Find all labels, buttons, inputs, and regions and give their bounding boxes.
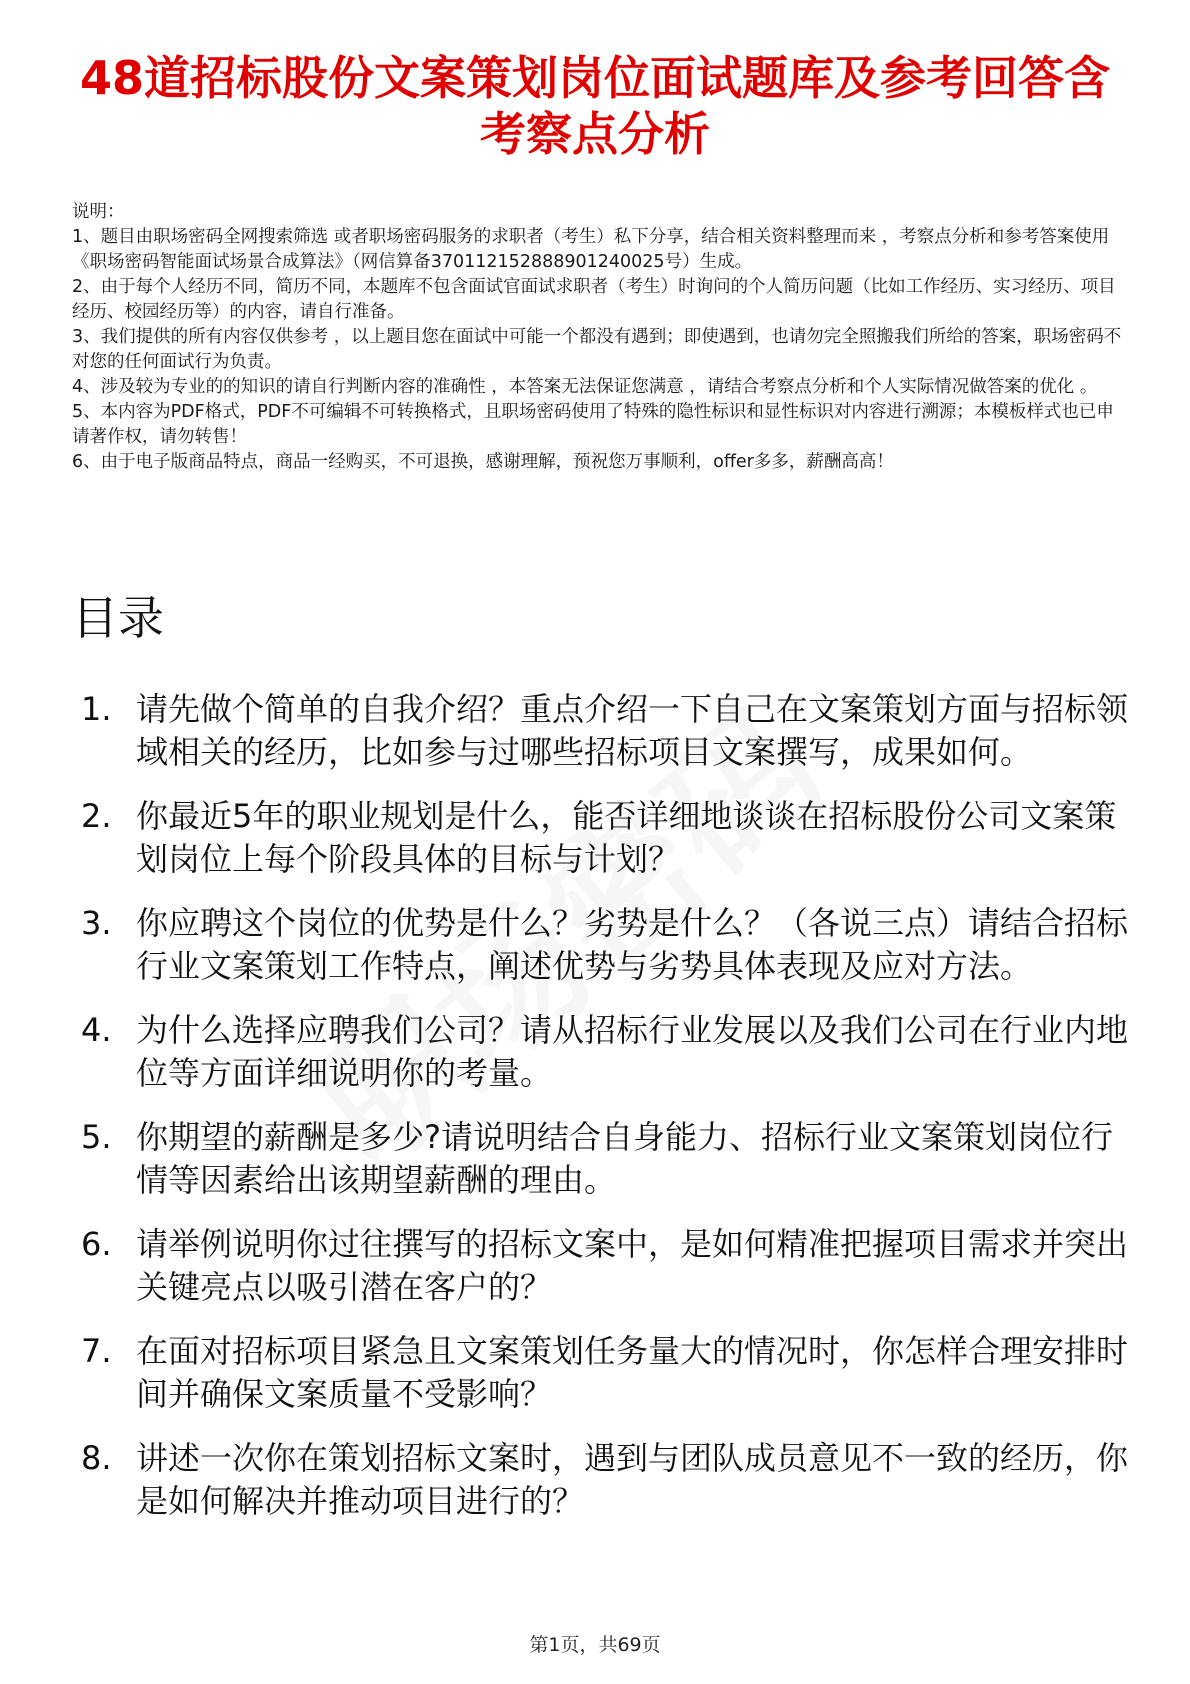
toc-item[interactable] xyxy=(72,1437,1132,1523)
page-footer: 第1页，共69页 xyxy=(529,1634,661,1656)
note-item: 2、由于每个人经历不同，简历不同，本题库不包含面试官面试求职者（考生）时询问的个人简历问题（比如工作经历、实习经历、项目经历、校园经历等）的内容，请自行准备。 xyxy=(72,277,1116,322)
toc-item[interactable] xyxy=(72,1330,1132,1416)
toc-list xyxy=(72,688,1132,1544)
document-title: 48道招标股份文案策划岗位面试题库及参考回答含考察点分析 xyxy=(79,51,1110,161)
notes-heading: 说明： xyxy=(72,202,125,222)
toc-item[interactable] xyxy=(72,688,1132,774)
toc-item-number: 2. xyxy=(81,797,112,835)
toc-item-number: 6. xyxy=(81,1225,112,1263)
toc-item-text: 请先做个简单的自我介绍？重点介绍一下自己在文案策划方面与招标领域相关的经历，比如参与过哪些招标项目文案撰写，成果如何。 xyxy=(136,690,1129,771)
toc-item[interactable] xyxy=(72,902,1132,988)
toc-item-text: 你期望的薪酬是多少?请说明结合自身能力、招标行业文案策划岗位行情等因素给出该期望薪酬的理由。 xyxy=(136,1118,1113,1199)
toc-item-text: 讲述一次你在策划招标文案时，遇到与团队成员意见不一致的经历，你是如何解决并推动项目进行的？ xyxy=(136,1439,1129,1520)
note-item: 4、涉及较为专业的的知识的请自行判断内容的准确性 ，本答案无法保证您满意 ，请结合考察点分析和个人实际情况做答案的优化 。 xyxy=(72,377,1098,397)
toc-item[interactable] xyxy=(72,1116,1132,1202)
toc-item-number: 4. xyxy=(81,1011,112,1049)
toc-item-text: 你最近5年的职业规划是什么，能否详细地谈谈在招标股份公司文案策划岗位上每个阶段具体的目标与计划？ xyxy=(136,797,1117,878)
note-item: 5、本内容为PDF格式，PDF不可编辑不可转换格式，且职场密码使用了特殊的隐性标识和显性标识对内容进行溯源；本模板样式也已申请著作权，请勿转售！ xyxy=(72,402,1114,447)
toc-item[interactable] xyxy=(72,1009,1132,1095)
toc-item-number: 1. xyxy=(81,690,112,728)
toc-item-number: 3. xyxy=(81,904,112,942)
toc-item-number: 7. xyxy=(81,1332,112,1370)
note-item: 1、题目由职场密码全网搜索筛选 或者职场密码服务的求职者（考生）私下分享，结合相关资料整理而来 ，考察点分析和参考答案使用《职场密码智能面试场景合成算法》（网信算备370112152888901240025号）生成。 xyxy=(72,227,1110,272)
notes-section xyxy=(72,200,1122,475)
toc-item-text: 请举例说明你过往撰写的招标文案中，是如何精准把握项目需求并突出关键亮点以吸引潜在客户的？ xyxy=(136,1225,1129,1306)
toc-item-text: 在面对招标项目紧急且文案策划任务量大的情况时，你怎样合理安排时间并确保文案质量不受影响？ xyxy=(136,1332,1129,1413)
toc-item-text: 为什么选择应聘我们公司？请从招标行业发展以及我们公司在行业内地位等方面详细说明你的考量。 xyxy=(136,1011,1129,1092)
toc-item-text: 你应聘这个岗位的优势是什么？劣势是什么？（各说三点）请结合招标行业文案策划工作特点，阐述优势与劣势具体表现及应对方法。 xyxy=(136,904,1129,985)
toc-item[interactable] xyxy=(72,795,1132,881)
toc-item-number: 5. xyxy=(81,1118,112,1156)
note-item: 3、我们提供的所有内容仅供参考 ，以上题目您在面试中可能一个都没有遇到；即使遇到，也请勿完全照搬我们所给的答案，职场密码不对您的任何面试行为负责。 xyxy=(72,327,1122,372)
note-item: 6、由于电子版商品特点，商品一经购买，不可退换，感谢理解，预祝您万事顺利，offer多多，薪酬高高！ xyxy=(72,452,894,472)
toc-item[interactable] xyxy=(72,1223,1132,1309)
toc-heading: 目录 xyxy=(72,591,164,645)
toc-item-number: 8. xyxy=(81,1439,112,1477)
